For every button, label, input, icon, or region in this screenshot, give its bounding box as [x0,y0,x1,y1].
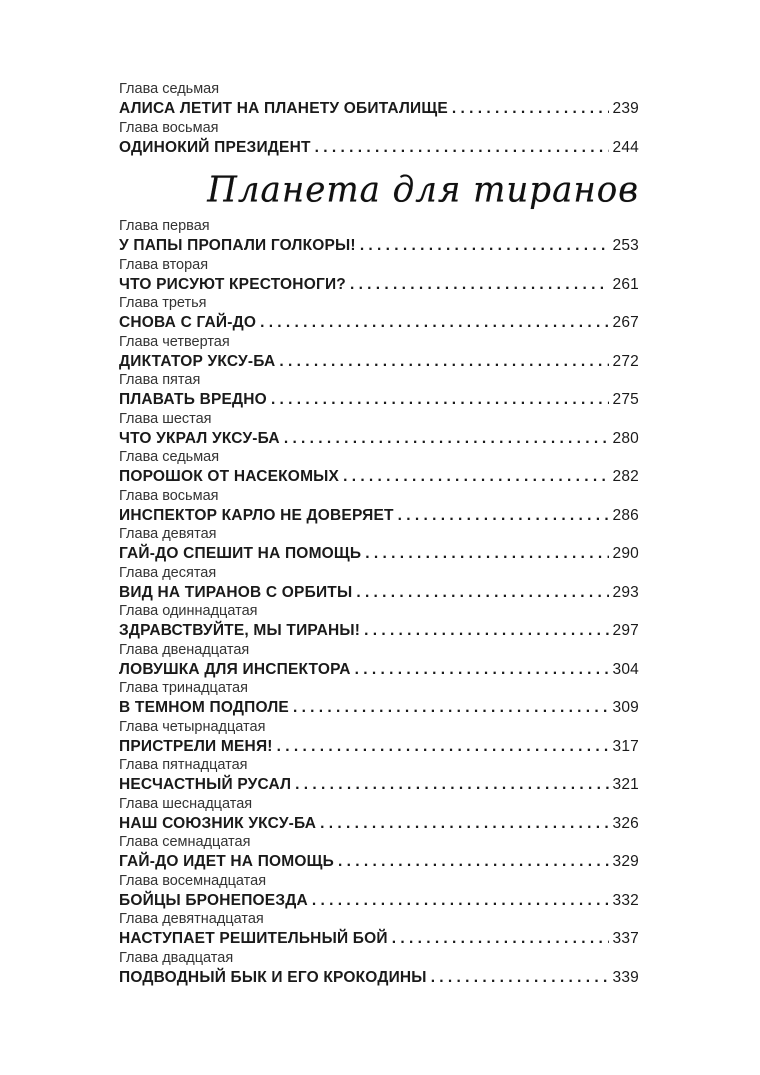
chapter-title: ЧТО РИСУЮТ КРЕСТОНОГИ? [119,275,346,293]
chapter-title: НАШ СОЮЗНИК УКСУ-БА [119,814,317,832]
page-number: 244 [612,138,639,156]
page-number: 309 [612,699,639,716]
chapter-line [119,275,639,295]
dot-leader [392,929,609,949]
dot-leader [364,621,608,641]
dot-leader [260,313,608,333]
toc-entry [119,217,639,256]
chapter-label: Глава семнадцатая [119,834,251,850]
chapter-line [119,968,639,988]
chapter-line [119,544,639,564]
dot-leader [279,352,608,372]
page-number: 282 [612,468,639,485]
chapter-line [119,467,639,487]
toc-entry [119,872,639,911]
page-number: 267 [612,314,639,331]
chapter-line [119,698,639,718]
chapter-title: ПОРОШОК ОТ НАСЕКОМЫХ [119,468,340,485]
dot-leader [343,467,608,487]
chapter-label: Глава восьмая [119,119,219,136]
toc-entry [119,795,639,834]
chapter-line [119,138,639,158]
chapter-title: ГАЙ-ДО СПЕШИТ НА ПОМОЩЬ [119,545,362,562]
chapter-label: Глава седьмая [119,449,220,465]
chapter-label: Глава тринадцатая [119,680,248,696]
toc-section-planet-for-tyrants [119,217,639,987]
toc-entry [119,564,639,603]
dot-leader [271,390,609,410]
toc-entry [119,80,639,119]
chapter-label: Глава пятая [119,372,201,388]
dot-leader [320,814,608,834]
page-number: 337 [612,930,639,947]
chapter-line [119,852,639,872]
chapter-title: ВИД НА ТИРАНОВ С ОРБИТЫ [119,583,353,601]
dot-leader [338,852,609,872]
chapter-line [119,236,639,256]
page-number: 272 [612,352,639,370]
toc-entry [119,448,639,487]
chapter-line [119,390,639,410]
page-number: 239 [612,100,639,117]
dot-leader [350,275,609,295]
chapter-label: Глава восьмая [119,487,219,504]
dot-leader [355,660,609,680]
chapter-line [119,737,639,757]
chapter-label: Глава четырнадцатая [119,718,266,735]
chapter-line [119,621,639,641]
chapter-line [119,506,639,526]
page-number: 326 [612,814,639,832]
chapter-line [119,814,639,834]
chapter-title: ЛОВУШКА ДЛЯ ИНСПЕКТОРА [119,660,351,678]
chapter-title: АЛИСА ЛЕТИТ НА ПЛАНЕТУ ОБИТАЛИЩЕ [119,100,448,117]
chapter-line [119,429,639,449]
dot-leader [277,737,609,757]
toc-entry [119,294,639,333]
toc-entry [119,641,639,680]
dot-leader [452,99,609,119]
page-number: 280 [612,429,639,447]
toc-entry [119,410,639,449]
page-number: 339 [612,968,639,986]
chapter-title: В ТЕМНОМ ПОДПОЛЕ [119,699,289,716]
page-number: 290 [612,545,639,562]
toc-entry [119,525,639,564]
dot-leader [360,236,609,256]
page-number: 332 [612,891,639,909]
chapter-title: НЕСЧАСТНЫЙ РУСАЛ [119,776,292,793]
dot-leader [293,698,609,718]
dot-leader [312,891,609,911]
toc-entry [119,119,639,158]
chapter-label: Глава девятнадцатая [119,911,264,927]
chapter-line [119,775,639,795]
chapter-line [119,583,639,603]
chapter-label: Глава первая [119,218,210,234]
chapter-label: Глава шеснадцатая [119,795,253,812]
toc-section-previous-part [119,80,639,157]
page-number: 329 [612,853,639,870]
chapter-label: Глава вторая [119,256,209,273]
chapter-line [119,891,639,911]
chapter-title: ИНСПЕКТОР КАРЛО НЕ ДОВЕРЯЕТ [119,506,394,524]
chapter-label: Глава шестая [119,410,212,427]
part-title: Планета для тиранов [207,169,639,211]
chapter-title: ЗДРАВСТВУЙТЕ, МЫ ТИРАНЫ! [119,622,361,639]
chapter-title: ПРИСТРЕЛИ МЕНЯ! [119,737,273,755]
toc-entry [119,949,639,988]
chapter-title: БОЙЦЫ БРОНЕПОЕЗДА [119,891,308,909]
page-number: 317 [612,737,639,755]
toc-entry [119,256,639,295]
dot-leader [295,775,608,795]
chapter-label: Глава девятая [119,526,217,542]
dot-leader [398,506,609,526]
chapter-line [119,929,639,949]
toc-entry [119,679,639,718]
page-number: 293 [612,583,639,601]
chapter-title: ОДИНОКИЙ ПРЕЗИДЕНТ [119,138,311,156]
chapter-line [119,313,639,333]
dot-leader [431,968,609,988]
chapter-title: ДИКТАТОР УКСУ-БА [119,352,276,370]
dot-leader [315,138,609,158]
chapter-label: Глава пятнадцатая [119,757,248,773]
chapter-title: ГАЙ-ДО ИДЕТ НА ПОМОЩЬ [119,853,335,870]
chapter-title: У ПАПЫ ПРОПАЛИ ГОЛКОРЫ! [119,237,356,254]
chapter-title: ЧТО УКРАЛ УКСУ-БА [119,429,280,447]
chapter-line [119,99,639,119]
chapter-label: Глава двадцатая [119,949,234,966]
dot-leader [365,544,608,564]
page-number: 275 [612,391,639,408]
dot-leader [284,429,609,449]
toc-entry [119,487,639,526]
chapter-title: ПЛАВАТЬ ВРЕДНО [119,391,267,408]
chapter-label: Глава третья [119,295,207,311]
toc-entry [119,756,639,795]
chapter-label: Глава десятая [119,564,217,581]
chapter-line [119,352,639,372]
chapter-label: Глава четвертая [119,333,230,350]
chapter-title: ПОДВОДНЫЙ БЫК И ЕГО КРОКОДИНЫ [119,968,427,986]
toc-entry [119,910,639,949]
toc-entry [119,833,639,872]
table-of-contents [119,80,639,987]
page-number: 261 [612,275,639,293]
page-number: 321 [612,776,639,793]
page-number: 286 [612,506,639,524]
chapter-line [119,660,639,680]
page-number: 297 [612,622,639,639]
chapter-label: Глава двенадцатая [119,641,250,658]
toc-entry [119,333,639,372]
toc-entry [119,371,639,410]
toc-entry [119,602,639,641]
dot-leader [356,583,608,603]
chapter-label: Глава восемнадцатая [119,872,267,889]
page-number: 304 [612,660,639,678]
chapter-title: СНОВА С ГАЙ-ДО [119,314,257,331]
toc-entry [119,718,639,757]
chapter-title: НАСТУПАЕТ РЕШИТЕЛЬНЫЙ БОЙ [119,930,388,947]
page-number: 253 [612,237,639,254]
chapter-label: Глава одиннадцатая [119,603,258,619]
chapter-label: Глава седьмая [119,81,220,97]
